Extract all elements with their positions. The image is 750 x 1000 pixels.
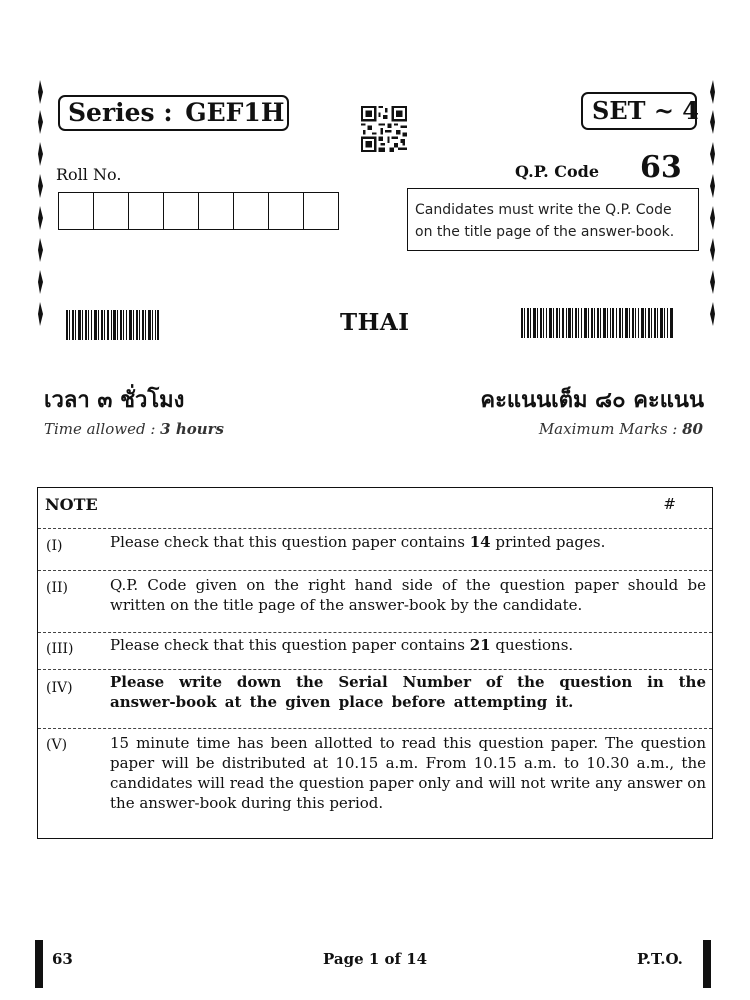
qp-code-value: 63	[640, 150, 682, 185]
note-item-text: Please write down the Serial Number of the question in the answer-book at the given place before attempting it.	[110, 673, 706, 711]
note-item-text-part: printed pages.	[490, 533, 606, 551]
maximum-marks-value: 80	[682, 420, 703, 438]
roll-number-cell	[199, 193, 234, 229]
note-heading: NOTE	[45, 495, 98, 514]
footer-right-bar	[703, 940, 711, 988]
note-item-number: (IV)	[46, 680, 73, 696]
roll-number-label: Roll No.	[56, 165, 122, 184]
barcode-right-icon	[521, 308, 673, 338]
note-item-number: (III)	[46, 641, 74, 657]
series-label: Series :	[68, 98, 173, 127]
note-item-number: (II)	[46, 580, 68, 596]
note-item-text-part: Please check that this question paper contains	[110, 636, 470, 654]
qr-code-icon	[361, 106, 407, 152]
please-turn-over: P.T.O.	[637, 950, 683, 968]
page-number: Page 1 of 14	[323, 950, 428, 968]
row-divider	[38, 728, 712, 729]
note-item-text-part: questions.	[490, 636, 574, 654]
note-item-number: (I)	[46, 538, 63, 554]
note-hash: #	[663, 495, 676, 513]
qp-code-instruction: Candidates must write the Q.P. Code on the title page of the answer-book.	[407, 188, 699, 251]
set-box: SET ~ 4	[581, 92, 697, 130]
roll-number-cell	[59, 193, 94, 229]
note-item-text-part: Please check that this question paper contains	[110, 533, 470, 551]
note-item-text: Q.P. Code given on the right hand side of the question paper should be written on the title page of the answer-book by the candidate.	[110, 576, 706, 614]
note-item-text	[110, 532, 706, 552]
row-divider	[38, 570, 712, 571]
maximum-marks	[539, 420, 703, 438]
series-value: GEF1H	[185, 98, 285, 127]
time-allowed-thai: เวลา ๓ ชั่วโมง	[44, 388, 185, 413]
roll-number-cell	[304, 193, 338, 229]
note-item-number: (V)	[46, 737, 68, 753]
maximum-marks-label: Maximum Marks :	[538, 420, 678, 438]
right-edge-marks	[709, 80, 717, 330]
roll-number-cell	[234, 193, 269, 229]
note-item-text: 15 minute time has been allotted to read this question paper. The question paper will be distributed at 10.15 a.m. From 10.15 a.m. to 10.30 a.m., the candidates will read the question paper only and will not write any answer on the answer-book during this period.	[110, 734, 706, 812]
row-divider	[38, 528, 712, 529]
time-allowed-label: Time allowed :	[44, 420, 156, 438]
footer-qp-code: 63	[52, 950, 73, 968]
roll-number-cell	[129, 193, 164, 229]
roll-number-boxes	[58, 192, 339, 230]
roll-number-cell	[269, 193, 304, 229]
instructions-table	[37, 487, 713, 839]
left-edge-marks	[36, 80, 44, 330]
row-divider	[38, 669, 712, 670]
subject-title: THAI	[340, 309, 410, 336]
footer-left-bar	[35, 940, 43, 988]
qp-code-label: Q.P. Code	[515, 162, 600, 181]
barcode-left-icon	[66, 310, 159, 340]
roll-number-cell	[164, 193, 199, 229]
series-box	[58, 95, 289, 131]
time-allowed	[44, 420, 224, 438]
note-item-text	[110, 635, 706, 655]
time-allowed-value: 3 hours	[160, 420, 224, 438]
roll-number-cell	[94, 193, 129, 229]
row-divider	[38, 632, 712, 633]
maximum-marks-thai: คะแนนเต็ม ๘๐ คะแนน	[480, 388, 704, 413]
question-count: 21	[469, 636, 491, 654]
page-count: 14	[469, 533, 491, 551]
